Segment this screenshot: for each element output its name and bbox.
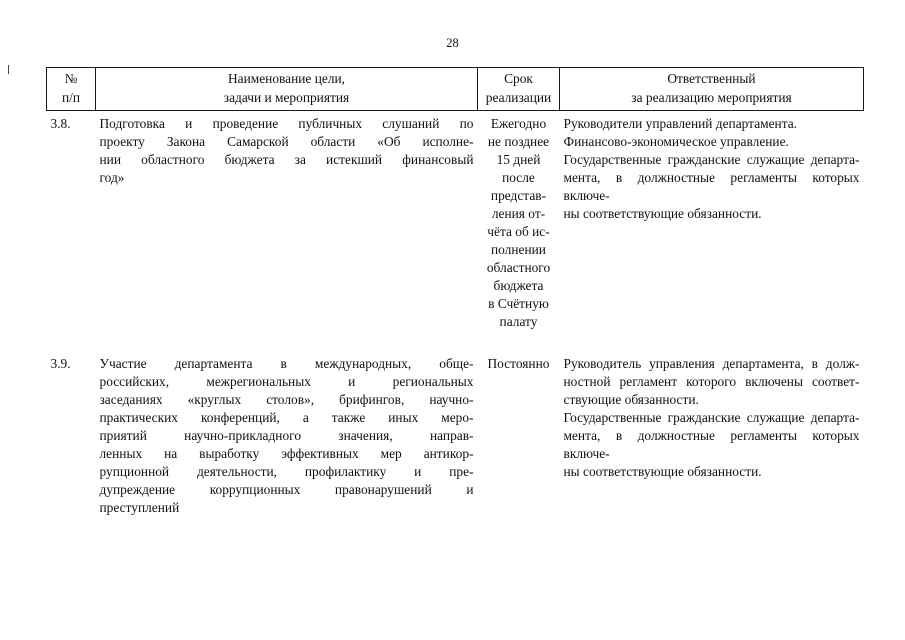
text-line: ностной регламент которого включены соответ- bbox=[563, 374, 860, 389]
header-line: п/п bbox=[61, 90, 81, 105]
table-row bbox=[47, 355, 864, 517]
text-line: ны соответствующие обязанности. bbox=[563, 464, 762, 479]
header-num bbox=[47, 68, 96, 111]
text-line: Подготовка и проведение публичных слушаний по bbox=[99, 116, 474, 131]
term-cell bbox=[478, 111, 560, 356]
term-cell bbox=[478, 355, 560, 517]
text-line: полнении bbox=[491, 242, 546, 257]
text-line: ны соответствующие обязанности. bbox=[563, 206, 762, 221]
text-line: дупреждение коррупционных правонарушений и bbox=[99, 482, 474, 497]
responsible-cell bbox=[560, 111, 864, 356]
text-line: не позднее bbox=[487, 134, 550, 149]
text-line: приятий научно-прикладного значения, направ- bbox=[99, 428, 474, 443]
table-header-row bbox=[47, 68, 864, 111]
text-line: нии областного бюджета за истекший финансовый bbox=[99, 152, 474, 167]
goal-cell bbox=[96, 355, 478, 517]
text-line: областного bbox=[486, 260, 551, 275]
text-line: после bbox=[502, 170, 535, 185]
header-line: задачи и мероприятия bbox=[223, 90, 350, 105]
goal-cell bbox=[96, 111, 478, 356]
text-line: Ежегодно bbox=[490, 116, 547, 131]
text-line: рупционной деятельности, профилактику и пре- bbox=[99, 464, 474, 479]
header-line: за реализацию мероприятия bbox=[631, 90, 792, 105]
table-row bbox=[47, 111, 864, 356]
text-line: Руководители управлений департамента. bbox=[563, 116, 798, 131]
row-number: 3.8. bbox=[50, 116, 71, 131]
text-line: в Счётную bbox=[488, 296, 549, 311]
text-line: год» bbox=[99, 170, 125, 185]
text-line: палату bbox=[499, 314, 538, 329]
text-line: Руководитель управления департамента, в долж- bbox=[563, 356, 860, 371]
text-line: бюджета bbox=[493, 278, 544, 293]
header-line: Наименование цели, bbox=[227, 71, 346, 86]
row-number: 3.9. bbox=[50, 356, 71, 371]
margin-mark bbox=[8, 65, 9, 74]
text-line: Государственные гражданские служащие департа- bbox=[563, 410, 860, 425]
text-line: преступлений bbox=[99, 500, 180, 515]
text-line: чёта об ис- bbox=[487, 224, 550, 239]
text-line: проекту Закона Самарской области «Об исполне- bbox=[99, 134, 474, 149]
text-line: заседаниях «круглых столов», брифингов, научно- bbox=[99, 392, 474, 407]
text-line: ления от- bbox=[491, 206, 546, 221]
header-line: Ответственный bbox=[667, 71, 756, 86]
text-line: 15 дней bbox=[496, 152, 541, 167]
header-line: № bbox=[64, 71, 78, 86]
header-line: Срок bbox=[504, 71, 533, 86]
text-line: Финансово-экономическое управление. bbox=[563, 134, 789, 149]
header-goal bbox=[96, 68, 478, 111]
text-line: российских, межрегиональных и региональных bbox=[99, 374, 474, 389]
header-line: реализации bbox=[485, 90, 552, 105]
action-plan-table bbox=[46, 67, 864, 517]
page-number: 28 bbox=[446, 36, 459, 50]
text-line: Государственные гражданские служащие департа- bbox=[563, 152, 860, 167]
text-line: Постоянно bbox=[487, 356, 550, 371]
text-line: ленных на выработку эффективных мер антикор- bbox=[99, 446, 474, 461]
header-term bbox=[478, 68, 560, 111]
text-line: Участие департамента в международных, обще- bbox=[99, 356, 474, 371]
text-line: ствующие обязанности. bbox=[563, 392, 699, 407]
text-line: представ- bbox=[490, 188, 547, 203]
responsible-cell bbox=[560, 355, 864, 517]
text-line: практических конференций, а также иных меро- bbox=[99, 410, 474, 425]
text-line: мента, в должностные регламенты которых включе- bbox=[563, 428, 860, 461]
header-responsible bbox=[560, 68, 864, 111]
text-line: мента, в должностные регламенты которых включе- bbox=[563, 170, 860, 203]
